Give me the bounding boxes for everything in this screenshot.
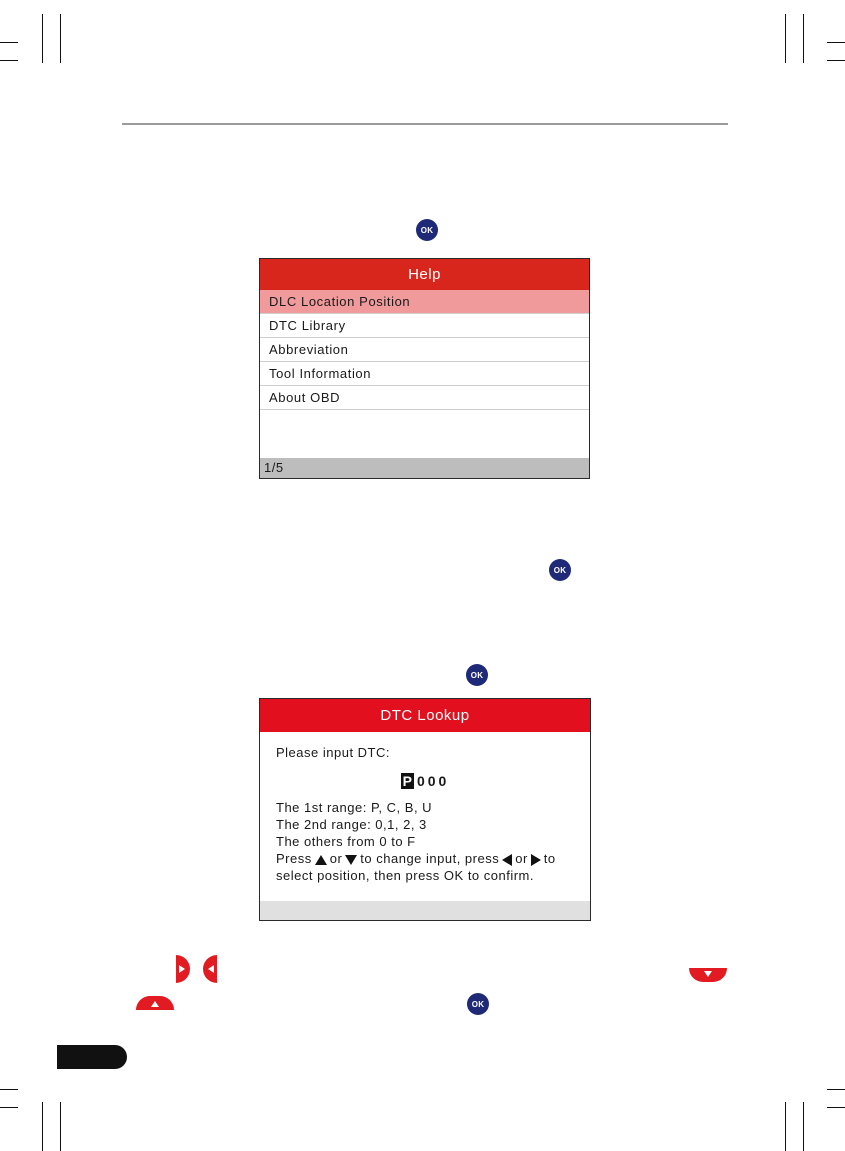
menu-item-tool-information[interactable]: Tool Information (260, 362, 589, 386)
instruction-press: Press (276, 851, 312, 866)
dtc-cursor-char[interactable]: P (402, 773, 412, 789)
crop-mark (60, 1102, 61, 1151)
up-arrow-icon (315, 855, 327, 865)
crop-mark (803, 14, 804, 63)
menu-item-dlc-location[interactable]: DLC Location Position (260, 290, 589, 314)
left-key-icon (203, 955, 217, 983)
crop-mark (0, 42, 18, 43)
instruction-or: or (329, 851, 343, 866)
crop-mark (827, 42, 845, 43)
ok-button-icon: OK (549, 559, 571, 581)
header-rule (122, 123, 728, 125)
dtc-lookup-screen (259, 698, 591, 921)
instruction-to: to (543, 851, 556, 866)
dtc-remaining-chars: 000 (416, 773, 450, 789)
instruction-or: or (515, 851, 528, 866)
down-arrow-icon (345, 855, 357, 865)
dtc-lookup-title: DTC Lookup (260, 699, 590, 732)
instruction-line-2: select position, then press OK to confirm. (276, 868, 534, 883)
crop-mark (0, 1089, 18, 1090)
range-1st: The 1st range: P, C, B, U (276, 800, 433, 815)
crop-mark (785, 14, 786, 63)
range-others: The others from 0 to F (276, 834, 416, 849)
crop-mark (42, 1102, 43, 1151)
left-arrow-icon (502, 854, 512, 866)
crop-mark (60, 14, 61, 63)
crop-mark (827, 1107, 845, 1108)
ok-button-icon: OK (466, 664, 488, 686)
right-key-icon (176, 955, 190, 983)
ok-button-icon: OK (467, 993, 489, 1015)
ok-button-icon: OK (416, 219, 438, 241)
menu-item-abbreviation[interactable]: Abbreviation (260, 338, 589, 362)
right-arrow-icon (531, 854, 541, 866)
crop-mark (0, 1107, 18, 1108)
instruction-line-1 (276, 850, 574, 867)
crop-mark (827, 1089, 845, 1090)
menu-item-dtc-library[interactable]: DTC Library (260, 314, 589, 338)
crop-mark (0, 60, 18, 61)
page-number-tab (57, 1045, 127, 1069)
help-screen-title: Help (260, 259, 589, 290)
menu-item-about-obd[interactable]: About OBD (260, 386, 589, 410)
dtc-input[interactable] (276, 773, 574, 789)
status-bar (260, 901, 590, 920)
instruction-change: to change input, press (360, 851, 500, 866)
crop-mark (827, 60, 845, 61)
page-indicator: 1/5 (260, 458, 589, 478)
crop-mark (785, 1102, 786, 1151)
dtc-prompt: Please input DTC: (276, 745, 390, 760)
down-key-icon (689, 968, 727, 982)
crop-mark (803, 1102, 804, 1151)
crop-mark (42, 14, 43, 63)
range-2nd: The 2nd range: 0,1, 2, 3 (276, 817, 427, 832)
up-key-icon (136, 996, 174, 1010)
help-screen (259, 258, 590, 479)
